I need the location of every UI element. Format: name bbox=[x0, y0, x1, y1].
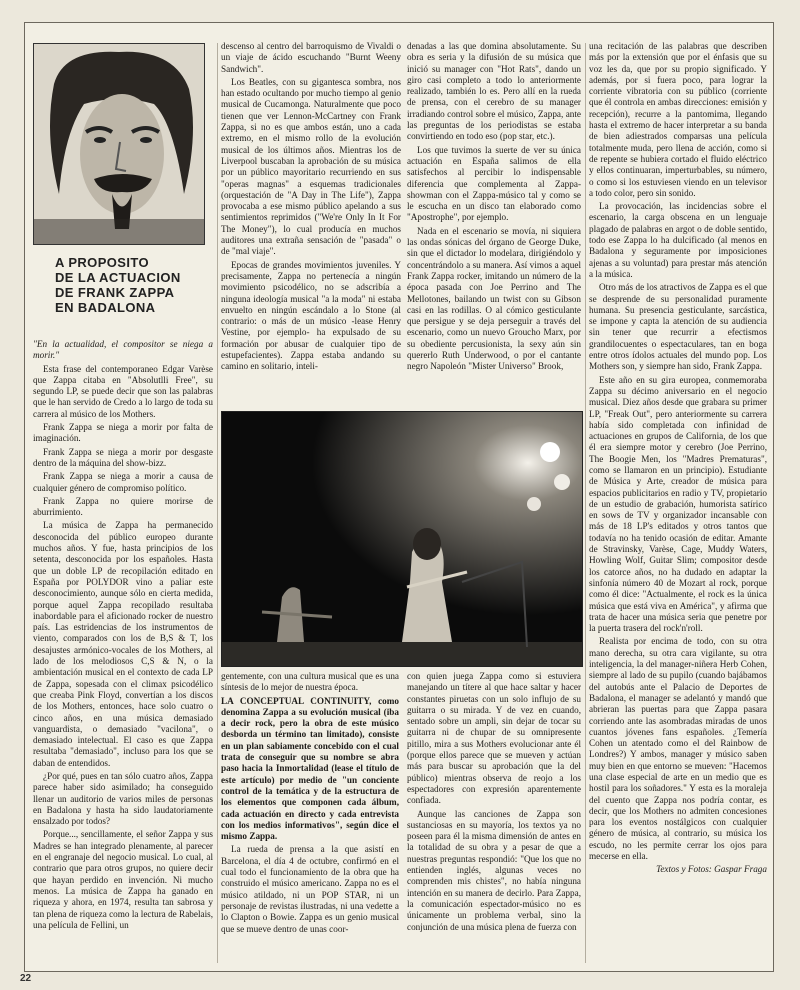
paragraph: Esta frase del contemporaneo Edgar Varèse que Zappa citaba en "Absolutlli Free", su segundo LP, se puede decir que son las palabras que le han servido de Credo a lo largo de toda su carrera al músico de los Mothers. bbox=[33, 363, 213, 419]
paragraph: Otro más de los atractivos de Zappa es el que se desprende de su personalidad puramente humana. Su presencia gesticulante, sarcástica, se impone y capta la atención de su audiencia sin tener que recurrir a efectismos grandilocuentes o espectaculares, tan en boga entre otros ídolos actuales del mundo pop. Los Mothers son, y siempre han sido, Frank Zappa. bbox=[589, 282, 767, 372]
magazine-page bbox=[24, 22, 774, 972]
paragraph: Frank Zappa se niega a morir a causa de cualquier género de compromiso político. bbox=[33, 471, 213, 493]
article-headline bbox=[55, 255, 225, 315]
paragraph: una recitación de las palabras que describen más por la extensión que por el énfasis que su voz les da, que por su propio significado. Y además, por si fuera poco, para lograr la corriente vibratoria con su público (corriente que él controla en ambas direcciones: emisión y recepción), recurre a la pantomima, llegando hasta el extremo de hacer interpretar a su banda de bien adiestrados comparsas una película totalmente muda, pero llena de acción, como si de repente se hubiera cortado el fluido eléctrico y ellos continuaran, imperturbables, su número, o como si los estuviesen viendo en un televisor a todo color, pero sin sonido. bbox=[589, 41, 767, 198]
paragraph: Porque..., sencillamente, el señor Zappa y sus Madres se han integrado plenamente, al parecer en el engranaje del negocio musical. Lo cual, al contrario que para otros grupos, no quiere decir que hayan perdido en invención. Ni mucho menos. La música de Zappa ha ganado en riqueza y ahora, en 1974, resulta tan sabrosa y tan plena de riqueza como la lectura de Rabelais, una película de Fellini, un bbox=[33, 829, 213, 930]
paragraph: Frank Zappa no quiere morirse de aburrimiento. bbox=[33, 495, 213, 518]
column-1 bbox=[33, 339, 213, 959]
paragraph: Frank Zappa se niega a morir por falta de imaginación. bbox=[33, 422, 213, 444]
paragraph: Frank Zappa se niega a morir por desgaste dentro de la máquina del show-bizz. bbox=[33, 446, 213, 468]
paragraph: denadas a las que domina absolutamente. Su obra es seria y la difusión de su música que inició su manager con "Hot Rats", dando un giro casi completo a todo lo anteriormente realizado, también lo es. Pero allí en la rueda de prensa, con el cerebro de su manager irradiando control sobre el músico, Zappa, ante las preguntas de los periodistas se estaba convirtiendo en todo eso (pop star, etc.). bbox=[407, 41, 581, 142]
concert-photo bbox=[221, 411, 583, 667]
paragraph: La rueda de prensa a la que asistí en Barcelona, el día 4 de octubre, confirmó en el cual todo el funcionamiento de la obra que ha construido el músico americano. Zappa no es el músico atildado, ni un POP STAR, ni un personaje de revistas ilustradas, ni una vedette a lo Clapton o Bowie. Zappa es un genio musical que se mueve dentro de unas coor- bbox=[221, 844, 399, 934]
column-2-lower bbox=[221, 671, 399, 963]
headline-line: EN BADALONA bbox=[55, 300, 156, 315]
portrait-photo bbox=[33, 43, 205, 245]
paragraph: ¿Por qué, pues en tan sólo cuatro años, Zappa parece haber sido asimilado; ha conseguido llenar un auditorio de varios miles de personas en Badalona y hasta ha sido laudatoriamente ensalzado por todos? bbox=[33, 770, 213, 827]
column-3 bbox=[407, 41, 581, 407]
headline-line: A PROPOSITO bbox=[55, 255, 149, 270]
column-rule bbox=[585, 43, 586, 963]
paragraph: descenso al centro del barroquismo de Vivaldi o un viaje de ácido escuchando "Burnt Weeny Sandwich". bbox=[221, 41, 401, 74]
frank-zappa-portrait-image bbox=[34, 44, 204, 244]
paragraph: gentemente, con una cultura musical que es una síntesis de lo mejor de nuestra época. bbox=[221, 671, 399, 693]
paragraph: con quien juega Zappa como si estuviera manejando un títere al que hace saltar y hacer constantes piruetas con un solo influjo de su guitarra o su mirada. Y de vez en cuando, sentado sobre un ampli, sin dejar de tocar su guitarra ni de chupar de su omnipresente pitillo, mira a sus Mothers evolucionar ante él (porque ellos parece que se mueven y actúan más para buscar su aprobación que la del público) mientras observa de reojo a los espectadores con expresión aparentemente confiada. bbox=[407, 671, 581, 806]
paragraph: Realista por encima de todo, con su otra mano derecha, su otra cara vigilante, su otra inteligencia, la del manager-niñera Herb Cohen, siempre al lado de su pupilo (cuando bajábamos del autobús ante el Palacio de Deportes de Badalona, el manager se adelantó y mandó que abrieran las puertas para que Zappa pasara corriendo ante las asombradas miradas de unos cuantos jóvenes fans españoles. ¿Temería Cohen un atentado como el del Rainbow de Londres?) Y ambos, manager y músico saben muy bien en que entorno se mueven: "Hacemos una clase especial de arte en un medio que es hostil para los soñadores." Y esta es la moraleja del cuento que Zappa nos podría contar, es decir, que los Mothers no admiten concesiones para los eventos nostálgicos con cualquier género de música, al contrario, su música los escudo, no les permite cerrar los ojos para mecerse en ella. bbox=[589, 636, 767, 862]
stage-photo-image bbox=[222, 412, 582, 666]
column-3-lower bbox=[407, 671, 581, 963]
epigraph: "En la actualidad, el compositor se niega a morir." bbox=[33, 339, 213, 361]
paragraph: La provocación, las incidencias sobre el escenario, la carga obscena en un lenguaje plagado de palabras en argot o de doble sentido, todo ese Zappa lo ha dulcificado (al menos en Badalona y seguramente por imposiciones ajenas a su voluntad) para prestar más atención a la música. bbox=[589, 201, 767, 279]
paragraph: La música de Zappa ha permanecido desconocida del público europeo durante muchos años. Y fue, hasta principios de los setenta, desconocida por los españoles. Hasta que un doble LP de recopilación editado en España por POLYDOR vino a paliar este desconocimiento, aunque sólo en cierta medida, porque aquel Zappa recopilado resultaba inabordable para el aficionado rocker de nuestro país. Las estridencias de los instrumentos de viento, comparados con los de B,S & T, los desajustes armónico-vocales de los Mothers, al lado de los melodiosos C,S & N, o la ambientación musical en el contexto de cada LP de Zappa, sopesada con el climax psicodélico que creaba Pink Floyd, convertían a los discos de los Mothers, entonces, hace solo cuatro o cinco años, en una música demasiado vanguardista, o demasiado "vacilona", o demasiado intelectual. El caso es que Zappa resultaba "demasiado", incluso para los que se daban de entendidos. bbox=[33, 520, 213, 768]
page-number: 22 bbox=[20, 973, 32, 984]
paragraph: Nada en el escenario se movía, ni siquiera las ondas sónicas del órgano de George Duke, sin que el dictador lo modelara, dirigiéndolo y concentrándolo a su manera. Así vimos a aquel Frank Zappa rocker, imitando un número de la época pasada con Joe Perrino and The Mellotones, bailando un twist con su Gibson casi en las rodillas. O al cómico gesticulante que persigue y se deja perseguir a través del escenario, como un nuevo Groucho Marx, por su obediente percusionista, la sexy aún sin quererlo Ruth Underwood, o por el cantante negro Napoleón "Mister Universo" Brook, bbox=[407, 225, 581, 372]
column-4 bbox=[589, 41, 767, 963]
paragraph: LA CONCEPTUAL CONTINUITY, como denomina Zappa a su evolución musical (iba a decir rock, pero la obra de este músico desborda un término tan limitado), consiste en un plan sabiamente concebido con el cual trata de conseguir que su nombre se abra paso hacia la Inmortalidad (lease el título de este artículo) por medio de "un conciente control de la temática y de la estructura de los elementos que componen cada álbum, cada actuación en directo y cada entrevista con los medios informativos", según dice el mismo Zappa. bbox=[221, 695, 399, 842]
column-2 bbox=[221, 41, 401, 407]
paragraph: Los Beatles, con su gigantesca sombra, nos han estado ocultando por mucho tiempo al genio musical de Cucamonga. Naturalmente que poco tienen que ver Lennon-McCartney con Frank Zappa, si no es que ambos están, uno a cada extremo, en el mismo rollo de la evolución musical de los últimos años. Mientras los de Liverpool buscaban la aprobación de su música por un público mayoritario recurriendo en sus "operas magnas" a esquemas tradicionales (orquestación de "A Day in The Life"), Zappa provocaba a ese mismo público apelando a sus sentimientos reprimidos ("We're Only In It For The Money"), lo cual producía en muchos auditores una extraña sensación de "pasada" o de "mal viaje". bbox=[221, 76, 401, 257]
paragraph: Este año en su gira europea, conmemoraba Zappa su décimo aniversario en el negocio musical. Diez años desde que grabara su primer LP, "Freak Out", pero anteriormente su carrera había sido completada con infinidad de actuaciones en grupos de California, de los que él era siempre motor y cerebro (Joe Perrino, The Boogie Men, los "Madres Prematuras", como se llamaron en un principio). Estudiante de Música y Arte, creador de música para espacios publicitarios en radio y TV, propietario de un estudio de grabación, humorista satírico en sows de TV y organizador incansable con más de 18 LP's editados y otros tantos que todavía no ha tenido ocasión de editar. Amante de Stravinsky, Varèse, Cage, Muddy Waters, Howling Wolf, Guitar Slim; compositor desde los catorce años, no ha dudado en adaptar la sinfonía número 40 de Mozart al rock, porque como él dice: "Actualmente, el rock es la única música que está viva en América", y afirma que trata de hacer una música seria que penetre por la puerta trasera del rock'n'roll. bbox=[589, 374, 767, 634]
paragraph: Los que tuvimos la suerte de ver su única actuación en España salimos de ella satisfechos al percibir lo indispensable diferencia que complementa al Zappa-showman con el Zappa-músico tal y como se le escucha en un disco tan elaborado como "Apostrophe", por ejemplo. bbox=[407, 144, 581, 223]
paragraph: Epocas de grandes movimientos juveniles. Y precisamente, Zappa no pertenecía a ningún movimiento psicodélico, no se adscribía a ninguna ideología musical "a la moda" ni estaba envuelto en ningún escándalo a lo Stone (al contrario: o más de un músico -lease Henry Vestine, por ejemplo- ha expulsado de su formación por abusar de cualquier tipo de estupefacientes). Zappa estaba andando su camino en solitario, inteli- bbox=[221, 259, 401, 372]
column-rule bbox=[217, 43, 218, 963]
headline-line: DE LA ACTUACION bbox=[55, 270, 181, 285]
headline-line: DE FRANK ZAPPA bbox=[55, 285, 175, 300]
photo-credit: Textos y Fotos: Gaspar Fraga bbox=[656, 864, 767, 875]
paragraph: Aunque las canciones de Zappa son sustanciosas en su mayoría, los textos ya no poseen para él la misma dimensión de antes en la totalidad de su obra y a pesar de que a nuestras preguntas respondió: "Que los que no entienden inglés, algunas veces no comprenden mis chistes", no había ninguna intención en su manera de decirlo. Para Zappa, la comunicación espectador-músico no es únicamente un problema verbal, sino la conjunción de una música plena de fuerza con bbox=[407, 808, 581, 932]
